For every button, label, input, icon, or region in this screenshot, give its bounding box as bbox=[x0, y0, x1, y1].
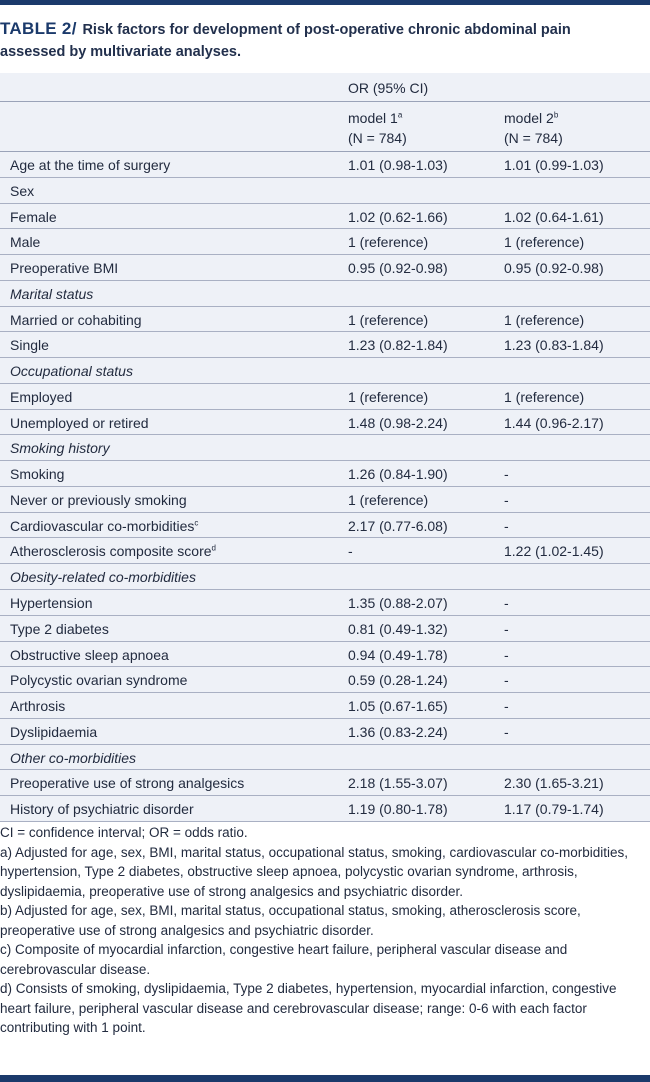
row-label bbox=[10, 569, 196, 585]
model1-value: 1 (reference) bbox=[348, 491, 429, 508]
row-label-text: Male bbox=[10, 234, 41, 251]
footnote: CI = confidence interval; OR = odds ratio. bbox=[0, 825, 248, 840]
row-label bbox=[10, 750, 136, 766]
row-label-text: Never or previously smoking bbox=[10, 491, 187, 508]
row-label-text: Arthrosis bbox=[10, 698, 66, 715]
table-row bbox=[0, 693, 650, 719]
model1-value: 1.23 (0.82-1.84) bbox=[348, 337, 448, 354]
table-row bbox=[0, 796, 650, 822]
footnote: a) Adjusted for age, sex, BMI, marital status, occupational status, smoking, cardiovascular co-morbidities, hypertension, Type 2 diabetes, obstructive sleep apnoea, polycystic ovarian syndrome, arthrosis, dyslipidaemia, preoperative use of strong analgesics and psychiatric disorder. bbox=[0, 844, 629, 899]
risk-factor-table bbox=[0, 73, 650, 822]
model2-footnote-mark: b bbox=[553, 110, 559, 120]
row-label-text: Smoking bbox=[10, 466, 65, 483]
row-label bbox=[10, 157, 170, 173]
model1-value: 1 (reference) bbox=[348, 234, 429, 251]
header-row-models bbox=[0, 102, 650, 152]
row-label-text: Cardiovascular co-morbidities bbox=[10, 517, 195, 534]
row-label bbox=[10, 724, 97, 740]
row-label bbox=[10, 492, 187, 508]
row-label bbox=[10, 647, 169, 663]
model1-value: 1.19 (0.80-1.78) bbox=[348, 801, 448, 818]
row-label-text: Single bbox=[10, 337, 49, 354]
row-label bbox=[10, 775, 244, 791]
table-row bbox=[0, 770, 650, 796]
model2-n: (N = 784) bbox=[504, 130, 563, 146]
row-label bbox=[10, 801, 194, 817]
table-row bbox=[0, 487, 650, 513]
model1-value: 1.48 (0.98-2.24) bbox=[348, 414, 448, 431]
table-row bbox=[0, 410, 650, 436]
model2-value: - bbox=[504, 517, 509, 534]
row-label-text: Employed bbox=[10, 388, 73, 405]
model1-value: 1 (reference) bbox=[348, 311, 429, 328]
table-row bbox=[0, 178, 650, 204]
model1-value: - bbox=[348, 543, 353, 560]
table-caption bbox=[0, 18, 640, 63]
row-label-text: Preoperative BMI bbox=[10, 260, 119, 277]
row-footnote-mark: d bbox=[211, 543, 216, 553]
model2-value: 1.02 (0.64-1.61) bbox=[504, 208, 604, 225]
row-label bbox=[10, 286, 93, 302]
row-label-text: Other co-morbidities bbox=[10, 749, 137, 766]
row-label bbox=[10, 389, 72, 405]
row-label bbox=[10, 183, 34, 199]
row-label-text: Polycystic ovarian syndrome bbox=[10, 672, 188, 689]
table-row bbox=[0, 358, 650, 384]
table-footnotes bbox=[0, 823, 645, 1038]
model2-name: model 2 bbox=[504, 110, 554, 126]
row-label-text: Preoperative use of strong analgesics bbox=[10, 775, 245, 792]
row-footnote-mark: c bbox=[194, 518, 199, 528]
top-rule bbox=[0, 0, 650, 5]
row-label bbox=[10, 312, 142, 328]
table-row bbox=[0, 307, 650, 333]
row-label-text: Occupational status bbox=[10, 363, 133, 380]
model1-value: 1.01 (0.98-1.03) bbox=[348, 157, 448, 173]
model1-n: (N = 784) bbox=[348, 130, 407, 146]
table-row bbox=[0, 255, 650, 281]
bottom-rule bbox=[0, 1075, 650, 1082]
row-label-text: Obesity-related co-morbidities bbox=[10, 569, 196, 586]
table-row bbox=[0, 642, 650, 668]
table-row bbox=[0, 152, 650, 178]
footnote: c) Composite of myocardial infarction, congestive heart failure, peripheral vascular disease and cerebrovascular disease. bbox=[0, 942, 568, 977]
row-label-text: Dyslipidaemia bbox=[10, 723, 98, 740]
table-row bbox=[0, 384, 650, 410]
model1-value: 0.59 (0.28-1.24) bbox=[348, 672, 448, 689]
model1-name: model 1 bbox=[348, 110, 398, 126]
row-label bbox=[10, 234, 40, 250]
model2-value: 1.01 (0.99-1.03) bbox=[504, 157, 604, 173]
model1-value: 1.26 (0.84-1.90) bbox=[348, 466, 448, 483]
model1-value: 2.17 (0.77-6.08) bbox=[348, 517, 448, 534]
model1-value: 2.18 (1.55-3.07) bbox=[348, 775, 448, 792]
model2-value: - bbox=[504, 620, 509, 637]
model2-value: 2.30 (1.65-3.21) bbox=[504, 775, 604, 792]
row-label bbox=[10, 260, 118, 276]
model1-value: 1.35 (0.88-2.07) bbox=[348, 595, 448, 612]
table-row bbox=[0, 513, 650, 539]
row-label bbox=[10, 595, 93, 611]
model1-header bbox=[348, 108, 407, 148]
model2-header bbox=[504, 108, 563, 148]
table-row bbox=[0, 564, 650, 590]
row-label-text: Married or cohabiting bbox=[10, 311, 142, 328]
model1-value: 0.94 (0.49-1.78) bbox=[348, 646, 448, 663]
row-label-text: Sex bbox=[10, 182, 35, 199]
table-row bbox=[0, 745, 650, 771]
row-label bbox=[10, 337, 49, 353]
table-body bbox=[0, 152, 650, 822]
caption-separator: / bbox=[71, 19, 77, 38]
row-label bbox=[10, 466, 64, 482]
row-label bbox=[10, 209, 57, 225]
table-label: TABLE 2 bbox=[0, 19, 72, 38]
table-row bbox=[0, 616, 650, 642]
row-label bbox=[10, 543, 216, 559]
model2-value: - bbox=[504, 672, 509, 689]
table-row bbox=[0, 229, 650, 255]
model1-footnote-mark: a bbox=[397, 110, 403, 120]
row-label-text: Female bbox=[10, 208, 57, 225]
model1-value: 1.02 (0.62-1.66) bbox=[348, 208, 448, 225]
model2-value: 0.95 (0.92-0.98) bbox=[504, 260, 604, 277]
model2-value: - bbox=[504, 646, 509, 663]
row-label-text: Obstructive sleep apnoea bbox=[10, 646, 169, 663]
caption-text: Risk factors for development of post-operative chronic abdominal pain assessed by multivariate analyses. bbox=[0, 22, 571, 60]
row-label-text: Type 2 diabetes bbox=[10, 620, 109, 637]
table-row bbox=[0, 281, 650, 307]
table-row bbox=[0, 435, 650, 461]
model2-value: - bbox=[504, 491, 509, 508]
table-row bbox=[0, 332, 650, 358]
table-row bbox=[0, 204, 650, 230]
row-label-text: Smoking history bbox=[10, 440, 110, 457]
row-label bbox=[10, 415, 149, 431]
table-row bbox=[0, 461, 650, 487]
model2-value: 1.44 (0.96-2.17) bbox=[504, 414, 604, 431]
model1-value: 0.81 (0.49-1.32) bbox=[348, 620, 448, 637]
row-label-text: Marital status bbox=[10, 285, 94, 302]
row-label-text: Unemployed or retired bbox=[10, 414, 149, 431]
table-row bbox=[0, 538, 650, 564]
model1-value: 1 (reference) bbox=[348, 388, 429, 405]
model2-value: 1 (reference) bbox=[504, 234, 585, 251]
header-row-or bbox=[0, 73, 650, 102]
row-label-text: Atherosclerosis composite score bbox=[10, 543, 212, 560]
row-label bbox=[10, 698, 65, 714]
row-label bbox=[10, 621, 109, 637]
model2-value: - bbox=[504, 723, 509, 740]
model2-value: - bbox=[504, 595, 509, 612]
row-label-text: Age at the time of surgery bbox=[10, 157, 171, 173]
footnote: b) Adjusted for age, sex, BMI, marital status, occupational status, smoking, atherosclerosis score, preoperative use of strong analgesics and psychiatric disorder. bbox=[0, 903, 581, 938]
row-label-text: History of psychiatric disorder bbox=[10, 801, 194, 818]
row-label bbox=[10, 363, 133, 379]
row-label bbox=[10, 518, 198, 534]
model2-value: - bbox=[504, 466, 509, 483]
model2-value: 1 (reference) bbox=[504, 311, 585, 328]
model2-value: 1.22 (1.02-1.45) bbox=[504, 543, 604, 560]
model1-value: 1.36 (0.83-2.24) bbox=[348, 723, 448, 740]
row-label bbox=[10, 440, 110, 456]
footnote: d) Consists of smoking, dyslipidaemia, Type 2 diabetes, hypertension, myocardial infarction, congestive heart failure, peripheral vascular disease and cerebrovascular disease; range: 0-6 with each factor contributing with 1 point. bbox=[0, 981, 617, 1035]
table-row bbox=[0, 590, 650, 616]
model1-value: 0.95 (0.92-0.98) bbox=[348, 260, 448, 277]
row-label bbox=[10, 672, 187, 688]
model1-value: 1.05 (0.67-1.65) bbox=[348, 698, 448, 715]
table-row bbox=[0, 719, 650, 745]
model2-value: 1 (reference) bbox=[504, 388, 585, 405]
row-label-text: Hypertension bbox=[10, 595, 93, 612]
model2-value: - bbox=[504, 698, 509, 715]
table-row bbox=[0, 667, 650, 693]
model2-value: 1.17 (0.79-1.74) bbox=[504, 801, 604, 818]
model2-value: 1.23 (0.83-1.84) bbox=[504, 337, 604, 354]
or-header: OR (95% CI) bbox=[348, 80, 429, 96]
